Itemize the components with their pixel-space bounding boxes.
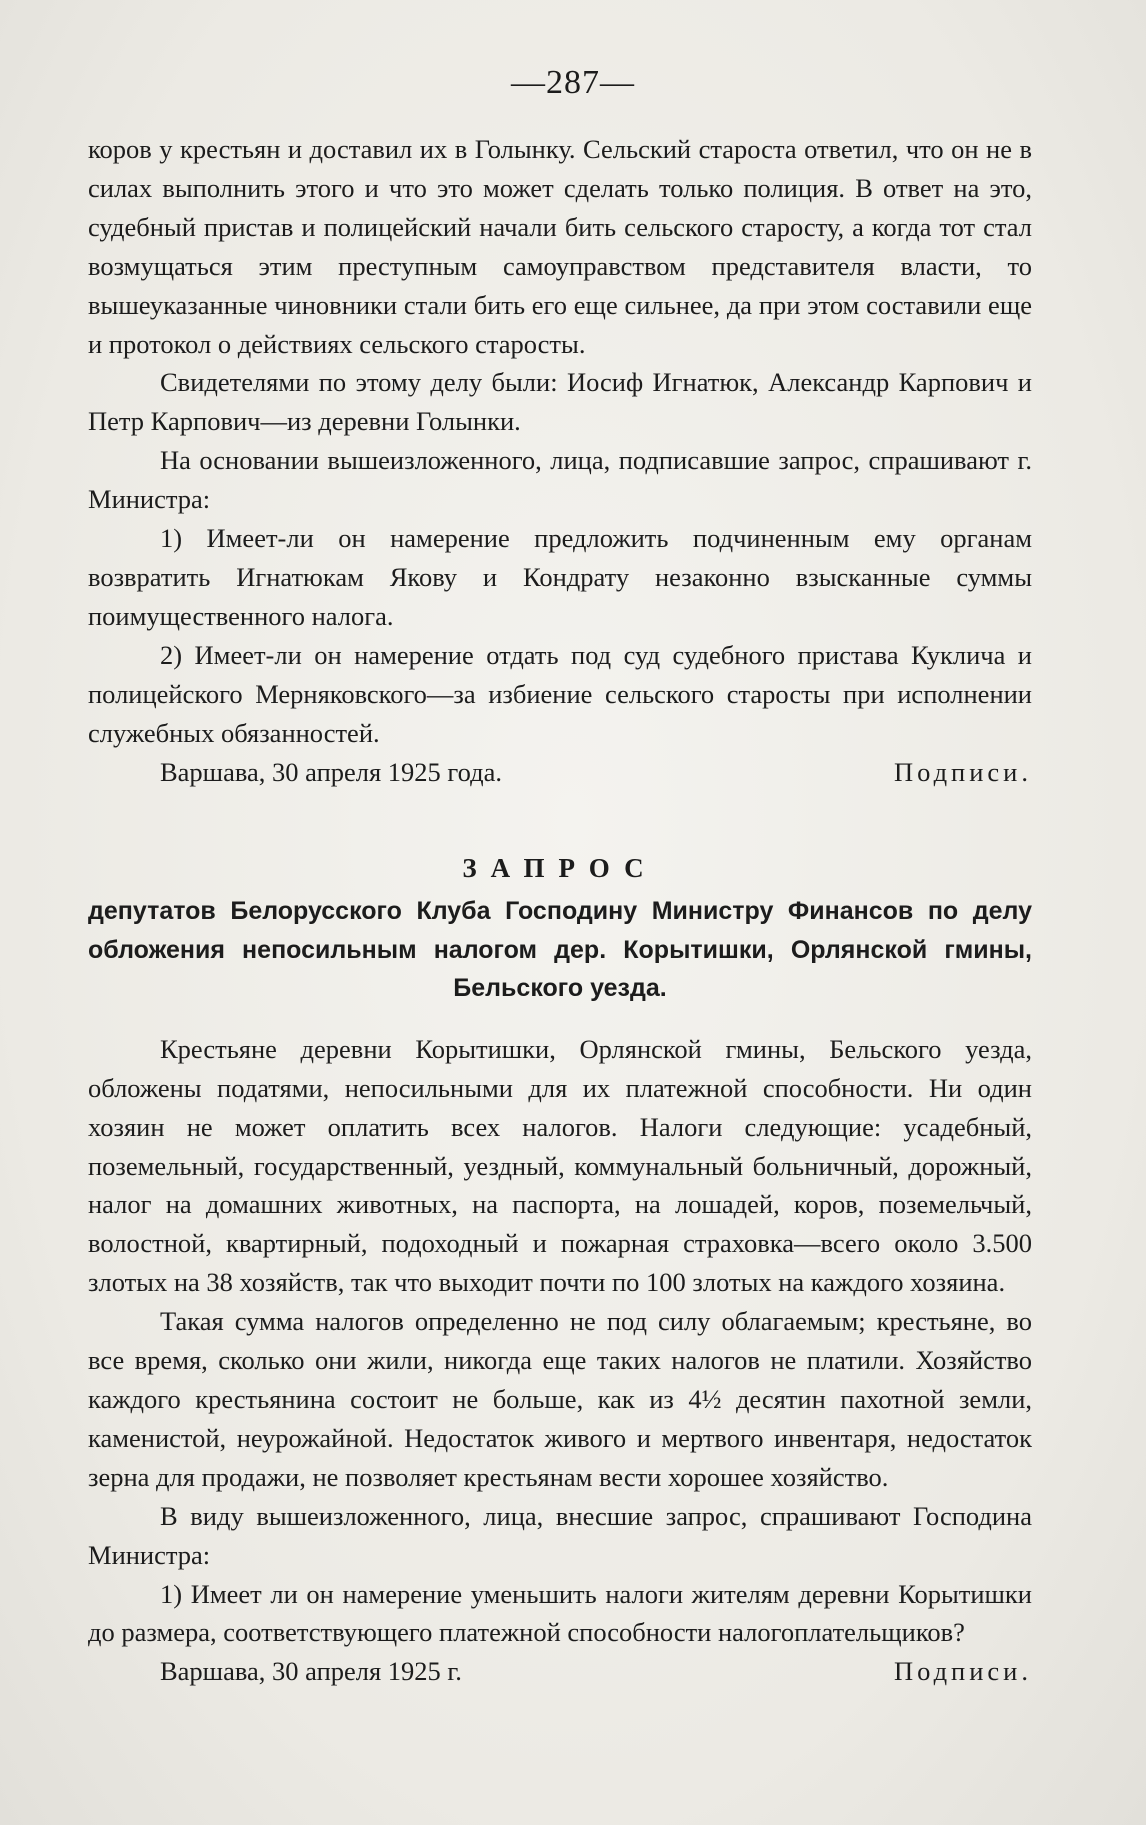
section-subheading: депутатов Белорусского Клуба Господину Министру Финансов по делу обложения непосильным налогом дер. Корытишки, Орлянской гмины, Бельского уезда. [88,897,1032,1003]
paragraph: На основании вышеизложенного, лица, подписавшие запрос, спрашивают г. Министра: [88,445,1032,515]
date-signature-line [88,753,1032,792]
section-heading: ЗАПРОС [462,853,658,884]
date-text: Варшава, 30 апреля 1925 г. [160,1656,462,1687]
question-item: 1) Имеет-ли он намерение предложить подчиненным ему органам возвратить Игнатюкам Якову и Кондрату незаконно взысканные суммы поимущественного налога. [88,523,1032,631]
paragraph: Свидетелями по этому делу были: Иосиф Игнатюк, Александр Карпович и Петр Карпович—из деревни Голынки. [88,367,1032,437]
paragraph: коров у крестьян и доставил их в Голынку. Сельский староста ответил, что он не в силах выполнить этого и что это может сделать только полиция. В ответ на это, судебный пристав и полицейский начали бить сельского старосту, а когда тот стал возмущаться этим преступным самоуправством представителя власти, то вышеуказанные чиновники стали бить его еще сильнее, да при этом составили еще и протокол о действиях сельского старосты. [88,134,1032,359]
signature-text: Подписи. [893,1656,1032,1687]
question-item: 1) Имеет ли он намерение уменьшить налоги жителям деревни Корытишки до размера, соответствующего платежной способности налогоплательщиков? [88,1578,1032,1648]
date-signature-line [88,1652,1032,1691]
document-body [88,130,1032,1691]
paragraph: В виду вышеизложенного, лица, внесшие запрос, спрашивают Господина Министра: [88,1500,1032,1570]
paragraph: Такая сумма налогов определенно не под силу облагаемым; крестьяне, во все время, сколько они жили, никогда еще таких налогов не платили. Хозяйство каждого крестьянина состоит не больше, как из 4½ десятин пахотной земли, каменистой, неурожайной. Недостаток живого и мертвого инвентаря, недостаток зерна для продажи, не позволяет крестьянам вести хорошее хозяйство. [88,1306,1032,1492]
paragraph: Крестьяне деревни Корытишки, Орлянской гмины, Бельского уезда, обложены податями, непосильными для их платежной способности. Ни один хозяин не может оплатить всех налогов. Налоги следующие: усадебный, поземельный, государственный, уездный, коммунальный больничный, дорожный, налог на домашних животных, на паспорта, на лошадей, коров, поземельчый, волостной, квартирный, подоходный и пожарная страховка—всего около 3.500 злотых на 38 хозяйств, так что выходит почти по 100 злотых на каждого хозяина. [88,1033,1032,1298]
signature-text: Подписи. [893,756,1032,787]
date-text: Варшава, 30 апреля 1925 года. [160,756,502,787]
page-number: —287— [511,64,635,101]
question-item: 2) Имеет-ли он намерение отдать под суд судебного пристава Куклича и полицейского Мерняковского—за избиение сельского старосты при исполнении служебных обязанностей. [88,639,1032,748]
